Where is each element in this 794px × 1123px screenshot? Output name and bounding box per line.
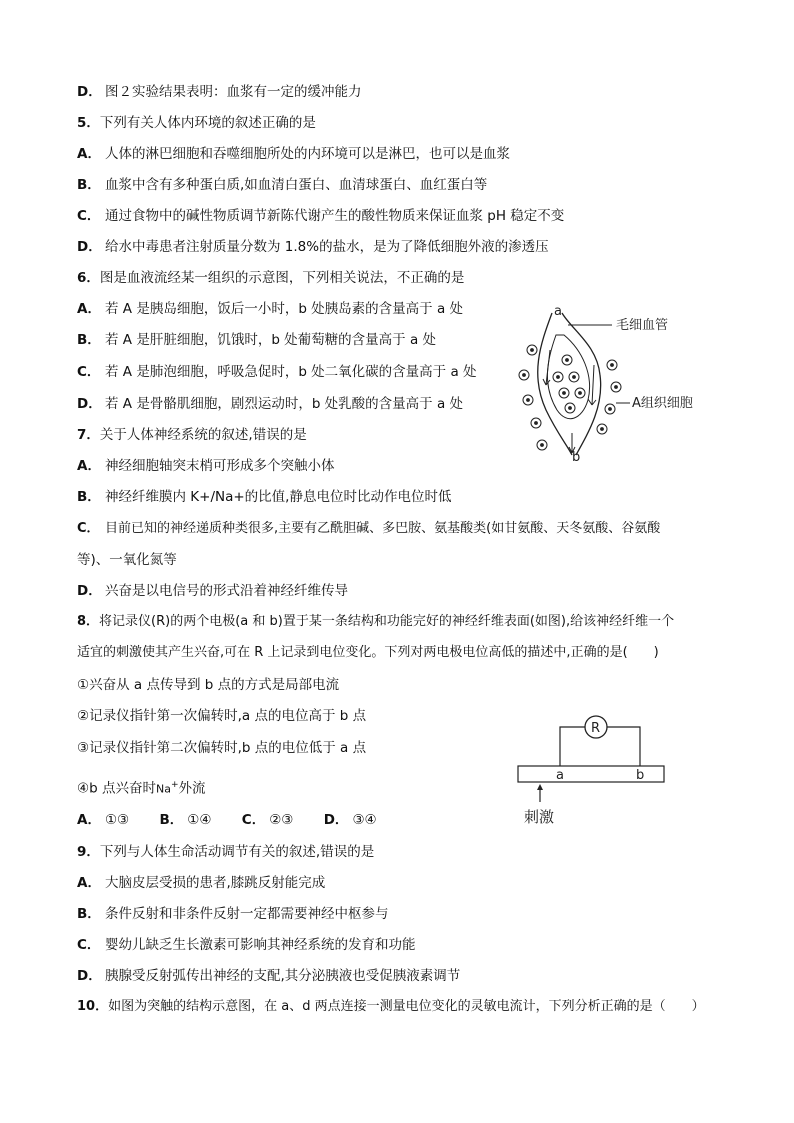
q9-option-b: B． 条件反射和非条件反射一定都需要神经中枢参与 (77, 906, 389, 922)
stimulus-arrowhead (537, 784, 543, 790)
q9-option-c: C． 婴幼儿缺乏生长激素可影响其神经系统的发育和功能 (77, 937, 416, 953)
label-r: R (591, 721, 601, 736)
question-5: 5．下列有关人体内环境的叙述正确的是 (77, 115, 316, 131)
label-a: a (554, 305, 562, 319)
question-8-cont: 适宜的刺激使其产生兴奋,可在 R 上记录到电位变化。下列对两电极电位高低的描述中,正确的是( ) (77, 645, 659, 660)
q4-option-d: D． 图２实验结果表明：血浆有一定的缓冲能力 (77, 84, 362, 100)
q6-option-a: A． 若 A 是胰岛细胞，饭后一小时，b 处胰岛素的含量高于 a 处 (77, 301, 464, 317)
q5-option-d: D． 给水中毒患者注射质量分数为 1.8%的盐水，是为了降低细胞外液的渗透压 (77, 239, 549, 255)
electrode-wire-a (560, 727, 585, 766)
capillary-tissue-figure (512, 305, 732, 465)
question-9: 9．下列与人体生命活动调节有关的叙述,错误的是 (77, 844, 375, 860)
label-electrode-b: b (636, 768, 645, 783)
q8-statement-4: ④b 点兴奋时Na+外流 (77, 780, 206, 797)
label-electrode-a: a (556, 768, 564, 783)
label-b: b (572, 450, 581, 465)
q7-option-b: B． 神经纤维膜内 K+/Na+的比值,静息电位时比动作电位时低 (77, 489, 452, 505)
capillary-wall-left (538, 313, 572, 455)
q6-option-b: B． 若 A 是肝脏细胞，饥饿时，b 处葡萄糖的含量高于 a 处 (77, 332, 437, 348)
q5-option-c: C． 通过食物中的碱性物质调节新陈代谢产生的酸性物质来保证血浆 pH 稳定不变 (77, 208, 565, 224)
nerve-recorder-figure (510, 712, 670, 830)
electrode-wire-b (607, 727, 640, 766)
q5-option-a: A． 人体的淋巴细胞和吞噬细胞所处的内环境可以是淋巴，也可以是血浆 (77, 146, 510, 162)
q9-option-a: A． 大脑皮层受损的患者,膝跳反射能完成 (77, 875, 326, 891)
q7-option-c: C． 目前已知的神经递质种类很多,主要有乙酰胆碱、多巴胺、氨基酸类(如甘氨酸、天冬氨酸、谷氨酸 (77, 521, 661, 536)
q8-statement-3: ③记录仪指针第二次偏转时,b 点的电位低于 a 点 (77, 740, 367, 756)
question-6: 6．图是血液流经某一组织的示意图，下列相关说法，不正确的是 (77, 270, 465, 286)
q8-options: A． ①③ B． ①④ C． ②③ D． ③④ (77, 812, 377, 828)
q8-statement-1: ①兴奋从 a 点传导到 b 点的方式是局部电流 (77, 677, 340, 693)
label-tissue-cells: A组织细胞 (632, 396, 693, 411)
q7-option-d: D． 兴奋是以电信号的形式沿着神经纤维传导 (77, 583, 348, 599)
question-7: 7．关于人体神经系统的叙述,错误的是 (77, 427, 307, 443)
tissue-cells (519, 345, 621, 450)
q7-option-c-cont: 等)、一氧化氮等 (77, 552, 177, 568)
question-8: 8．将记录仪(R)的两个电极(a 和 b)置于某一条结构和功能完好的神经纤维表面(如图),给该神经纤维一个 (77, 614, 675, 629)
capillary-wall-right (562, 313, 601, 455)
q6-option-c: C． 若 A 是肺泡细胞，呼吸急促时，b 处二氧化碳的含量高于 a 处 (77, 364, 477, 380)
label-capillary: 毛细血管 (616, 318, 669, 333)
flow-arrow-left (543, 350, 550, 385)
question-10: 10．如图为突触的结构示意图，在 a、d 两点连接一测量电位变化的灵敏电流计，下列分析正确的是（ ） (77, 999, 705, 1014)
q8-statement-2: ②记录仪指针第一次偏转时,a 点的电位高于 b 点 (77, 708, 367, 724)
q7-option-a: A． 神经细胞轴突末梢可形成多个突触小体 (77, 458, 335, 474)
q9-option-d: D． 胰腺受反射弧传出神经的支配,其分泌胰液也受促胰液素调节 (77, 968, 461, 984)
label-stimulus: 刺激 (524, 808, 555, 826)
tissue-region-outline (547, 335, 589, 419)
q5-option-b: B． 血浆中含有多种蛋白质,如血清白蛋白、血清球蛋白、血红蛋白等 (77, 177, 488, 193)
q6-option-d: D． 若 A 是骨骼肌细胞，剧烈运动时，b 处乳酸的含量高于 a 处 (77, 396, 464, 412)
